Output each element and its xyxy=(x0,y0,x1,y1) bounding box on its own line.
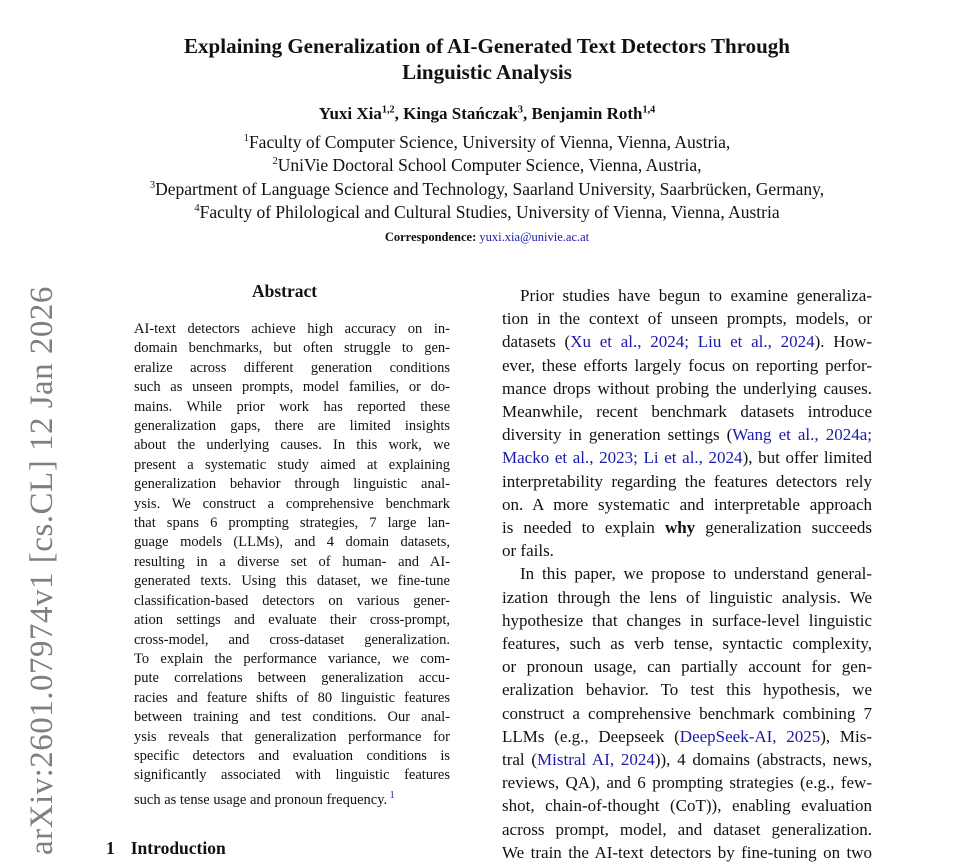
abstract-line: between training and test conditions. Our anal- xyxy=(134,709,450,726)
abstract-line: guage models (LLMs), and 4 domain datasets, xyxy=(134,534,450,551)
abstract-line: significantly associated with linguistic features xyxy=(134,767,450,784)
affiliation-number: 2 xyxy=(272,156,278,168)
emphasis-word: why xyxy=(664,518,696,538)
author-name: Kinga Stańczak xyxy=(403,104,518,123)
abstract-line: that spans 6 prompting strategies, 7 large lan- xyxy=(134,515,450,532)
abstract-line: such as unseen prompts, model families, or do- xyxy=(134,379,450,396)
correspondence xyxy=(0,228,954,246)
paragraph-line: ization through the lens of linguistic analysis. We xyxy=(502,587,872,607)
author-name: Yuxi Xia xyxy=(318,104,382,123)
affiliation-line xyxy=(0,131,954,153)
affiliation-line xyxy=(0,154,954,176)
paragraph-line: interpretability regarding the features detectors rely xyxy=(502,471,872,491)
footnote-mark-link[interactable]: 1 xyxy=(387,789,395,801)
author-list: Yuxi Xia$^{1,2}$, Kinga Stańczak$^3$, Benjamin Roth$^{1,4}$ xyxy=(318,104,656,123)
affiliation-line xyxy=(0,201,954,223)
paragraph-line: or pronoun usage, can partially account for gen- xyxy=(502,657,872,677)
paragraph-line: Meanwhile, recent benchmark datasets introduce xyxy=(502,402,872,422)
paragraph-line: shot, chain-of-thought (CoT)), enabling evaluation xyxy=(502,796,872,816)
title-line-1: Explaining Generalization of AI-Generated Text Detectors Through xyxy=(184,34,790,58)
abstract-body xyxy=(134,320,450,810)
affiliation-number: 3 xyxy=(149,180,156,192)
citation-link[interactable]: Xu et al., 2024; Liu et al., 2024 xyxy=(570,332,815,352)
paragraph-line: eralization behavior. To test this hypothesis, we xyxy=(502,680,872,700)
section-heading-introduction xyxy=(106,838,226,859)
citation-link[interactable]: Macko et al., 2023; Li et al., 2024 xyxy=(502,448,743,468)
abstract-line: generated texts. Using this dataset, we fine-tune xyxy=(134,573,450,590)
affiliation-text: Department of Language Science and Technology, Saarland University, Saarbrücken, Germany, xyxy=(155,179,825,199)
abstract-line: ysis. We construct a comprehensive benchmark xyxy=(134,495,450,512)
correspondence-label: Correspondence: xyxy=(384,230,477,244)
section-title: Introduction xyxy=(130,838,226,858)
author-affiliation-mark: 3 xyxy=(517,104,524,116)
paragraph-line: We train the AI-text detectors by fine-tuning on two xyxy=(502,842,872,862)
abstract-line: about the underlying causes. In this work, we xyxy=(134,437,450,454)
paragraph-line: hypothesize that changes in surface-level linguistic xyxy=(502,610,872,630)
abstract-line: specific detectors and evaluation conditions is xyxy=(134,747,450,764)
paragraph-line: construct a comprehensive benchmark combining 7 xyxy=(502,703,872,723)
paragraph-line: features, such as verb tense, syntactic complexity, xyxy=(502,634,872,654)
abstract-line: mains. While prior work has reported these xyxy=(134,398,450,415)
author-affiliation-mark: 1,2 xyxy=(381,104,395,116)
paragraph-line: is needed to explain why generalization succeeds xyxy=(502,518,872,538)
paragraph-line: reviews, QA), and 6 prompting strategies (e.g., few- xyxy=(502,773,872,793)
paragraph-line: tral (Mistral AI, 2024)), 4 domains (abstracts, news, xyxy=(502,750,872,770)
abstract-line: ation settings and evaluate their cross-prompt, xyxy=(134,612,450,629)
section-number: 1 xyxy=(106,838,115,858)
title-line-2: Linguistic Analysis xyxy=(402,60,572,84)
abstract-line: present a systematic study aimed at explaining xyxy=(134,456,450,473)
paper-title xyxy=(110,33,864,85)
citation-link[interactable]: Wang et al., 2024a; xyxy=(732,425,872,445)
abstract-line: generalization gaps, there are limited insights xyxy=(134,418,450,435)
affiliation-text: Faculty of Computer Science, University of Vienna, Vienna, Austria, xyxy=(248,132,731,152)
author-affiliation-mark: 1,4 xyxy=(642,104,656,116)
abstract-line: such as tense usage and pronoun frequency. $^1$ xyxy=(134,789,395,808)
paragraph-line: on. A more systematic and interpretable approach xyxy=(502,494,872,514)
paragraph-line: Prior studies have begun to examine generaliza- xyxy=(520,286,872,305)
paragraph-line: across prompt, model, and dataset generalization. xyxy=(502,819,872,839)
abstract-line: racies and feature shifts of 80 linguistic features xyxy=(134,689,450,706)
paragraph-line: LLMs (e.g., Deepseek (DeepSeek-AI, 2025), Mis- xyxy=(502,726,872,746)
paragraph-line: datasets (Xu et al., 2024; Liu et al., 2024). How- xyxy=(502,332,872,352)
abstract-line: generalization behavior through linguistic anal- xyxy=(134,476,450,493)
citation-link[interactable]: Mistral AI, 2024 xyxy=(537,750,655,770)
affiliation-line xyxy=(0,178,954,200)
right-column-text xyxy=(502,284,872,864)
paragraph-line: ever, these efforts largely focus on reporting perfor- xyxy=(502,355,872,375)
author-name: Benjamin Roth xyxy=(531,104,643,123)
abstract-line: pute correlations between generalization accu- xyxy=(134,670,450,687)
affiliation-text: Faculty of Philological and Cultural Studies, University of Vienna, Vienna, Austria xyxy=(199,202,780,222)
affiliation-text: UniVie Doctoral School Computer Science, Vienna, Austria, xyxy=(277,155,702,175)
paragraph-line: Macko et al., 2023; Li et al., 2024), but offer limited xyxy=(502,448,872,468)
affiliation-number: 1 xyxy=(243,133,249,145)
abstract-line: resulting in a diverse set of human- and AI- xyxy=(134,553,450,570)
arxiv-stamp[interactable]: arXiv:2601.07974v1 [cs.CL] 12 Jan 2026 xyxy=(24,286,60,855)
abstract-line: To explain the performance variance, we com- xyxy=(134,650,450,667)
abstract-line: ysis reveals that generalization performance for xyxy=(134,728,450,745)
abstract-line: AI-text detectors achieve high accuracy on in- xyxy=(134,321,450,337)
abstract-line: classification-based detectors on various gener- xyxy=(134,592,450,609)
abstract-line: cross-model, and cross-dataset generalization. xyxy=(134,631,450,648)
paragraph-line: mance drops without probing the underlying causes. xyxy=(502,378,872,398)
abstract-heading: Abstract xyxy=(252,281,318,301)
paragraph-line: In this paper, we propose to understand general- xyxy=(520,564,872,584)
abstract-line: eralize across different generation conditions xyxy=(134,359,450,376)
paragraph-line: diversity in generation settings (Wang et al., 2024a; xyxy=(502,425,872,445)
paragraph-line: tion in the context of unseen prompts, models, or xyxy=(502,309,872,329)
correspondence-email-link[interactable]: yuxi.xia@univie.ac.at xyxy=(479,230,590,244)
citation-link[interactable]: DeepSeek-AI, 2025 xyxy=(679,726,821,746)
paragraph-line: or fails. xyxy=(502,541,554,561)
affiliation-number: 4 xyxy=(194,203,200,215)
abstract-line: domain benchmarks, but often struggle to gen- xyxy=(134,340,450,357)
